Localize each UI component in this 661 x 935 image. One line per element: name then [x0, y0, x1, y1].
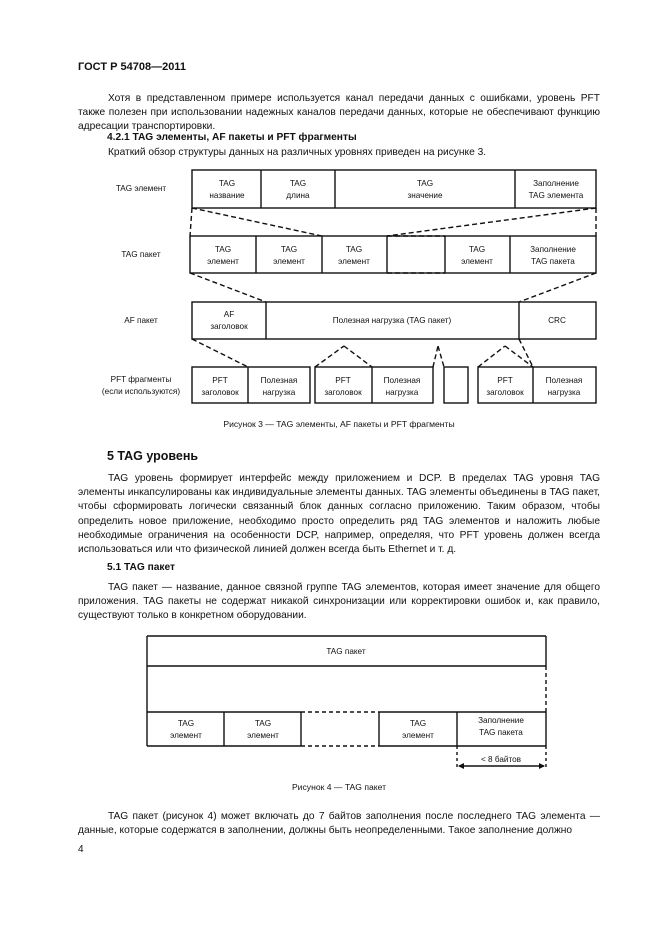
pft-header-3-line2: заголовок — [486, 388, 524, 397]
pft-payload-2-line2: нагрузка — [385, 388, 419, 397]
tag-length-cell-line2: длина — [286, 191, 310, 200]
fig4-padding-line1: Заполнение — [478, 716, 524, 725]
pft-fragments-row — [192, 367, 596, 403]
pft-header-2-line2: заголовок — [324, 388, 362, 397]
tag-element-padding-line2: TAG элемента — [528, 191, 584, 200]
fig4-tag-element-last-line1: TAG — [409, 719, 427, 728]
tag-packet-row — [190, 236, 596, 273]
tag-value-cell-line2: значение — [407, 191, 443, 200]
pft-header-1-line1: PFT — [212, 376, 228, 385]
pft-payload-3-line2: нагрузка — [547, 388, 581, 397]
figure-4-caption: Рисунок 4 — TAG пакет — [291, 782, 387, 792]
section-5-1-text: TAG пакет — название, данное связной группе TAG элементов, которая имеет значение для общего приложения. TAG пакеты не содержат никакой синхронизации или корректировки ошибок и, как правило, существуют только в конкретном оборудовании. — [78, 582, 600, 622]
fig4-tag-element-1-line2: элемент — [170, 731, 202, 740]
tag-packet-padding-line1: Заполнение — [530, 245, 576, 254]
page-number: 4 — [78, 844, 84, 855]
packet-tag-element-last-line2: элемент — [461, 257, 493, 266]
intro-paragraph: Хотя в представленном примере используется канал передачи данных с ошибками, уровень PFT также полезен при использовании надежных каналов передачи данных, которые не обеспечивают функцию адресации транспортировки. — [78, 93, 600, 133]
packet-tag-element-1-line2: элемент — [207, 257, 239, 266]
af-header-line2: заголовок — [210, 322, 248, 331]
figure-3-caption: Рисунок 3 — TAG элементы, AF пакеты и PFT фрагменты — [223, 419, 455, 429]
packet-tag-element-1-line1: TAG — [214, 245, 232, 254]
tag-name-cell-line1: TAG — [218, 179, 236, 188]
af-payload: Полезная нагрузка (TAG пакет) — [332, 316, 452, 325]
pft-header-1-line2: заголовок — [201, 388, 239, 397]
fig4-tag-element-1-line1: TAG — [177, 719, 195, 728]
fig4-tag-element-2-line1: TAG — [254, 719, 272, 728]
pft-header-3-line1: PFT — [497, 376, 513, 385]
row-label-af-packet: AF пакет — [124, 316, 158, 325]
tag-packet-label: TAG пакет — [326, 647, 366, 656]
tag-element-padding-line1: Заполнение — [533, 179, 579, 188]
packet-tag-element-3-line1: TAG — [345, 245, 363, 254]
section-5-text: TAG уровень формирует интерфейс между приложением и DCP. В пределах TAG уровня TAG элементы инкапсулированы как индивидуальные элементы данных. TAG элементы объединены в TAG пакет, чтобы сформировать логически связанный блок данных согласно приложению. Таким образом, чтобы определить новое приложение, необходимо просто определить ряд TAG элементов и наложить любые необходимые ограничения на особенности DCP, например, определяя, что PFT уровень должен всегда использоваться или что физической линией должен всегда быть Ethernet и т. д. — [78, 473, 600, 556]
pft-payload-1-line1: Полезная — [260, 376, 298, 385]
document-standard-header: ГОСТ Р 54708—2011 — [78, 61, 186, 73]
tag-name-cell-line2: название — [209, 191, 245, 200]
pft-payload-1-line2: нагрузка — [262, 388, 296, 397]
section-4-2-1-heading: 4.2.1 TAG элементы, AF пакеты и PFT фрагменты — [107, 132, 357, 143]
section-5-heading: 5 TAG уровень — [107, 449, 199, 463]
packet-tag-element-3-line2: элемент — [338, 257, 370, 266]
fig4-padding-line2: TAG пакета — [479, 728, 523, 737]
tag-value-cell-line1: TAG — [416, 179, 434, 188]
padding-size-note: < 8 байтов — [480, 755, 522, 764]
row-label-pft-if-used: (если используются) — [101, 387, 181, 396]
figure-4-diagram — [130, 628, 560, 776]
figure-3-diagram — [60, 160, 620, 420]
row-label-tag-element: TAG элемент — [115, 184, 167, 193]
fig4-tag-element-2-line2: элемент — [247, 731, 279, 740]
packet-tag-element-last-line1: TAG — [468, 245, 486, 254]
section-5-1-heading: 5.1 TAG пакет — [107, 562, 176, 573]
row-label-pft-fragments: PFT фрагменты — [110, 375, 172, 384]
expansion-lines — [190, 208, 596, 367]
row-label-tag-packet: TAG пакет — [121, 250, 161, 259]
final-paragraph: TAG пакет (рисунок 4) может включать до 7 байтов заполнения после последнего TAG элемента — данные, которые содержатся в заполнении, должны быть неопределенными. Такое заполнение должно — [78, 811, 600, 837]
pft-payload-2-line1: Полезная — [383, 376, 421, 385]
tag-length-cell-line1: TAG — [289, 179, 307, 188]
tag-element-row — [192, 170, 596, 208]
af-header-line1: AF — [223, 310, 235, 319]
packet-tag-element-2-line2: элемент — [273, 257, 305, 266]
tag-packet-padding-line2: TAG пакета — [531, 257, 575, 266]
pft-header-2-line1: PFT — [335, 376, 351, 385]
packet-tag-element-2-line1: TAG — [280, 245, 298, 254]
af-crc: CRC — [548, 316, 566, 325]
pft-payload-3-line1: Полезная — [545, 376, 583, 385]
fig4-tag-element-last-line2: элемент — [402, 731, 434, 740]
section-4-2-1-text: Краткий обзор структуры данных на различных уровнях приведен на рисунке 3. — [108, 147, 487, 158]
